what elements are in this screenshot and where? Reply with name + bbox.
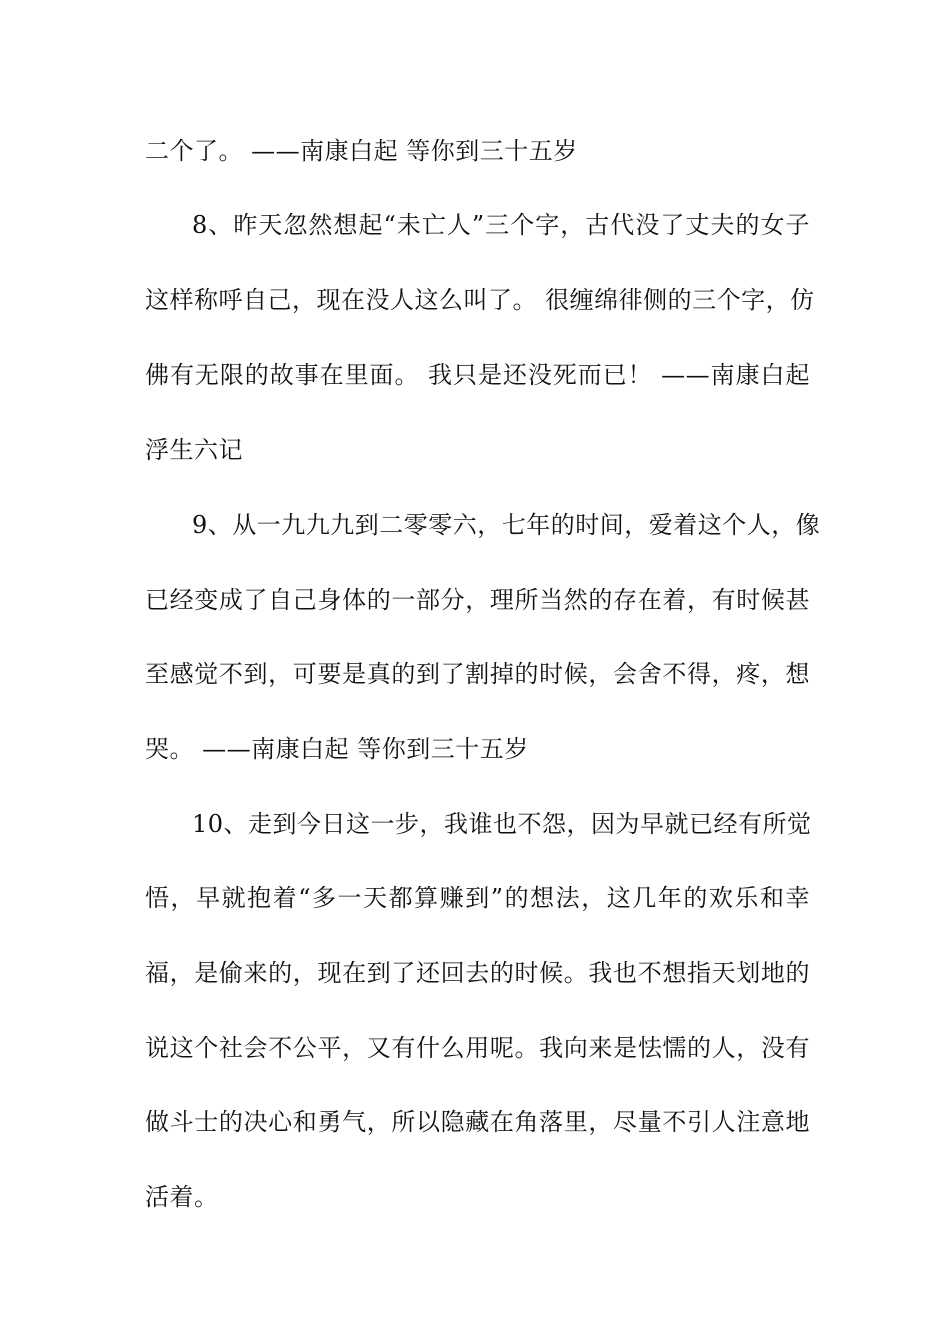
text-line: 9、从一九九九到二零零六，七年的时间，爱着这个人，像 (192, 511, 821, 539)
text-line: 10、走到今日这一步，我谁也不怨，因为早就已经有所觉 (192, 810, 812, 838)
text-line: 这样称呼自己，现在没人这么叫了。 很缠绵徘侧的三个字，仿 (145, 286, 815, 314)
text-line: 至感觉不到，可要是真的到了割掉的时候，会舍不得，疼，想 (145, 660, 810, 688)
text-line: 说这个社会不公平，又有什么用呢。我向来是怯懦的人，没有 (145, 1034, 810, 1062)
text-line: 哭。 ——南康白起 等你到三十五岁 (145, 735, 529, 763)
text-line: 浮生六记 (145, 436, 243, 464)
text-line: 佛有无限的故事在里面。 我只是还没死而已！ ——南康白起 (145, 361, 810, 389)
text-line: 已经变成了自己身体的一部分，理所当然的存在着，有时候甚 (145, 586, 810, 614)
text-line: 活着。 (145, 1183, 219, 1211)
text-line: 二个了。 ——南康白起 等你到三十五岁 (145, 137, 578, 165)
text-line: 8、昨天忽然想起“未亡人”三个字，古代没了丈夫的女子 (192, 211, 810, 239)
text-line: 悟，早就抱着“多一天都算赚到”的想法，这几年的欢乐和幸 (145, 884, 810, 912)
text-line: 福，是偷来的，现在到了还回去的时候。我也不想指天划地的 (145, 959, 810, 987)
text-line: 做斗士的决心和勇气，所以隐藏在角落里，尽量不引人注意地 (145, 1108, 810, 1136)
